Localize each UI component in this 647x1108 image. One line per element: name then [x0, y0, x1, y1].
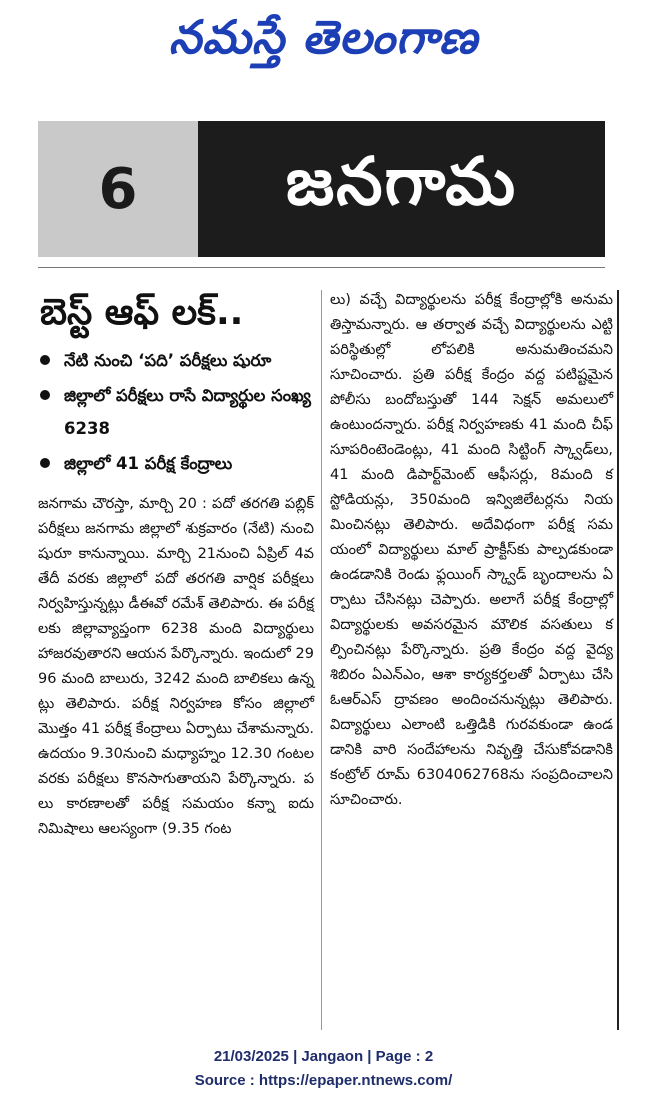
bullet-icon	[40, 390, 50, 400]
highlight-text: జిల్లాలో 41 పరీక్ష కేంద్రాలు	[64, 454, 233, 473]
column-divider	[321, 290, 322, 1030]
highlight-item	[38, 379, 314, 445]
highlight-item	[38, 447, 314, 480]
page-footer	[0, 1045, 647, 1093]
page-number: 6	[98, 156, 138, 222]
highlight-text: నేటి నుంచి ‘పది’ పరీక్షలు షురూ	[64, 351, 272, 370]
bullet-icon	[40, 355, 50, 365]
section-name-box	[198, 121, 605, 257]
bullet-icon	[40, 458, 50, 468]
highlight-text: జిల్లాలో పరీక్షలు రాసే విద్యార్థుల సంఖ్య 6238	[64, 386, 311, 438]
footer-source-line: Source : https://epaper.ntnews.com/	[194, 1072, 453, 1089]
article-right-column	[330, 288, 613, 813]
article-headline: బెస్ట్ ఆఫ్ లక్..	[40, 292, 244, 333]
footer-date-line: 21/03/2025 | Jangaon | Page : 2	[213, 1048, 434, 1065]
masthead	[0, 0, 647, 80]
newspaper-logo-title: నమస్తే తెలంగాణ	[168, 10, 479, 64]
page-edge-rule	[617, 290, 619, 1030]
section-name: జనగామ	[285, 142, 518, 220]
section-banner	[38, 121, 605, 257]
article-highlights	[38, 344, 314, 480]
article-left-column	[38, 286, 314, 842]
highlight-item	[38, 344, 314, 377]
page-number-box	[38, 121, 198, 257]
article-body-right: లు) వచ్చే విద్యార్థులను పరీక్ష కేంద్రాల్లోకి అనుమతిస్తామన్నారు. ఆ తర్వాత వచ్చే విద్యార్థులను ఎట్టి పరిస్థితుల్లో లోపలికి అనుమతించమని సూచించారు. ప్రతి పరీక్ష కేంద్రం వద్ద పటిష్టమైన పోలీసు బందోబస్తుతో 144 సెక్షన్ అమలులో ఉంటుందన్నారు. పరీక్ష నిర్వహణకు 41 మంది చీఫ్ సూపరింటెండెంట్లు, 41 మంది సిట్టింగ్ స్క్వాడ్‌లు, 41 మంది డిపార్ట్‌మెంట్ ఆఫీసర్లు, 8మంది కస్టోడియన్లు, 350మంది ఇన్విజిలేటర్లను నియమించినట్లు తెలిపారు. అదేవిధంగా పరీక్ష సమయంలో విద్యార్థులు మాల్ ప్రాక్టీస్‌కు పాల్పడకుండా ఉండడానికి రెండు ఫ్లయింగ్ స్క్వాడ్ బృందాలను ఏర్పాటు చేసినట్లు చెప్పారు. అలాగే పరీక్ష కేంద్రాల్లో విద్యార్థులకు అవసరమైన మౌలిక వసతులు కల్పించినట్లు పేర్కొన్నారు. ప్రతి కేంద్రం వద్ద వైద్య శిబిరం ఏఎన్ఎం, ఆశా కార్యకర్తలతో ఏర్పాటు చేసి ఓఆర్ఎస్ ద్రావణం అందించనున్నట్లు తెలిపారు. విద్యార్థులు ఎలాంటి ఒత్తిడికి గురవకుండా ఉండడానికి వారి సందేహాలను నివృత్తి చేసుకోవడానికి కంట్రోల్ రూమ్ 6304062768ను సంప్రదించాలని సూచించారు.	[330, 292, 613, 808]
article-body-left: జనగామ చౌరస్తా, మార్చి 20 : పదో తరగతి పబ్లిక్ పరీక్షలు జనగామ జిల్లాలో శుక్రవారం (నేటి) నుంచి షురూ కానున్నాయి. మార్చి 21నుంచి ఏప్రిల్ 4వ తేదీ వరకు జిల్లాలో పదో తరగతి వార్షిక పరీక్షలు నిర్వహిస్తున్నట్లు డీఈవో రమేశ్ తెలిపారు. ఈ పరీక్షలకు జిల్లావ్యాప్తంగా 6238 మంది విద్యార్థులు హాజరవుతారని ఆయన పేర్కొన్నారు. ఇందులో 2996 మంది బాలురు, 3242 మంది బాలికలు ఉన్నట్లు తెలిపారు. పరీక్ష నిర్వహణ కోసం జిల్లాలో మొత్తం 41 పరీక్ష కేంద్రాలు ఏర్పాటు చేశామన్నారు. ఉదయం 9.30నుంచి మధ్యాహ్నం 12.30 గంటల వరకు పరీక్షలు కొనసాగుతాయని పేర్కొన్నారు. పలు కారణాలతో పరీక్ష సమయం కన్నా ఐదు నిమిషాలు ఆలస్యంగా (9.35 గంట	[38, 496, 314, 837]
header-rule	[38, 267, 605, 268]
